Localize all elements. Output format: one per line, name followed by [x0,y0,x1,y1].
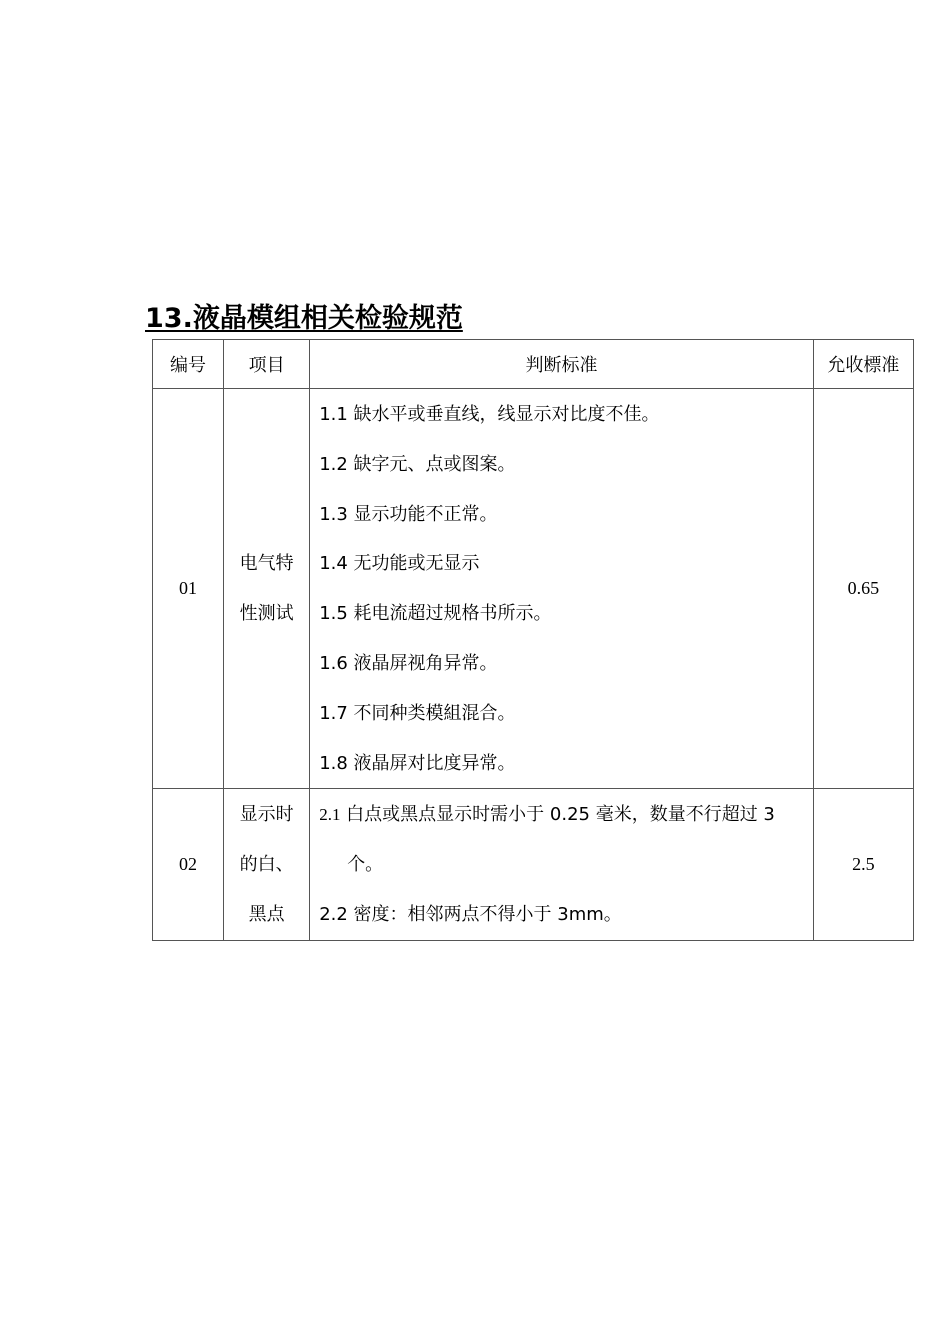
item-line: 的白、 [239,853,294,875]
header-aql: 允收標准 [813,340,913,389]
section-title: 13.液晶模组相关检验规范 [145,303,463,334]
criteria-text: 白点或黑点显示时需小于 0.25 毫米，数量不行超过 3 [346,804,775,826]
row-criteria [310,389,814,789]
table-row [153,389,914,789]
row-number: 01 [153,389,224,789]
criteria-line: 1.3 显示功能不正常。 [319,503,498,525]
row-item [224,789,310,940]
criteria-line: 2.2 密度：相邻两点不得小于 3mm。 [319,903,622,925]
inspection-spec-table [152,339,914,941]
criteria-number: 2.1 [319,805,341,825]
row-item [224,389,310,789]
criteria-line: 1.4 无功能或无显示 [319,553,480,575]
criteria-line [319,790,813,840]
criteria-line: 1.1 缺水平或垂直线，线显示对比度不佳。 [319,404,660,425]
item-line: 显示时 [239,803,294,825]
item-line: 性测试 [239,602,294,624]
criteria-line: 1.2 缺字元、点或图案。 [319,453,516,475]
table-row [153,789,914,940]
item-line: 黑点 [248,903,285,925]
header-item: 项目 [224,340,310,389]
row-aql: 2.5 [813,789,913,940]
table-header-row [153,340,914,389]
header-criteria: 判断标准 [310,340,814,389]
criteria-line: 1.6 液晶屏视角异常。 [319,652,498,674]
item-line: 电气特 [239,552,294,574]
criteria-line-continued: 个。 [347,854,384,876]
row-number: 02 [153,789,224,940]
criteria-line: 1.7 不同种类模組混合。 [319,702,516,724]
criteria-line: 1.5 耗电流超过规格书所示。 [319,603,552,625]
row-aql: 0.65 [813,389,913,789]
row-criteria [310,789,814,940]
header-no: 编号 [153,340,224,389]
criteria-line: 1.8 液晶屏对比度异常。 [319,752,516,774]
